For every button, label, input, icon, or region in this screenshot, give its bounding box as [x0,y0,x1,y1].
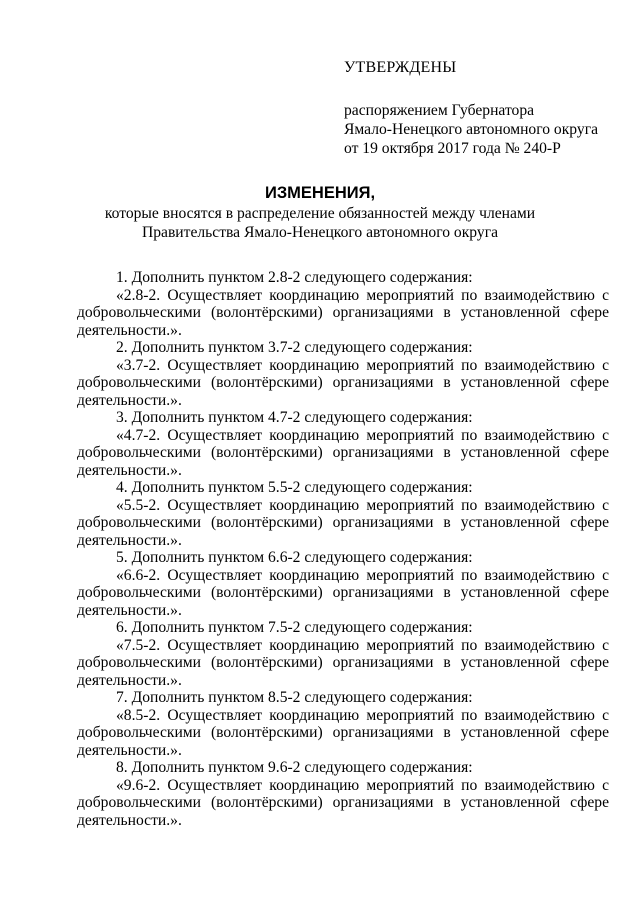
document-heading [0,182,640,242]
amendment-lead: 4. Дополнить пунктом 5.5-2 следующего содержания: [116,479,473,496]
amendment-text: «4.7-2. Осуществляет координацию мероприятий по взаимодействию с добровольческими (волонтёрскими) организациями в установленной сфере деятельности.». [77,426,609,479]
amendment-text: «6.6-2. Осуществляет координацию мероприятий по взаимодействию с добровольческими (волонтёрскими) организациями в установленной сфере деятельности.». [77,566,609,619]
amendment-lead: 5. Дополнить пунктом 6.6-2 следующего содержания: [116,549,473,566]
document-body [77,269,609,829]
amendment-item-6 [77,619,609,689]
amendment-item-1 [77,269,609,339]
amendment-lead: 3. Дополнить пунктом 4.7-2 следующего содержания: [116,409,473,426]
amendment-item-4 [77,479,609,549]
amendment-item-3 [77,409,609,479]
document-subtitle-line-2: Правительства Ямало-Ненецкого автономного округа [141,224,499,241]
amendment-lead: 2. Дополнить пунктом 3.7-2 следующего содержания: [116,339,473,356]
amendment-text: «7.5-2. Осуществляет координацию мероприятий по взаимодействию с добровольческими (волонтёрскими) организациями в установленной сфере деятельности.». [77,636,609,689]
amendment-lead: 1. Дополнить пунктом 2.8-2 следующего содержания: [116,269,473,286]
amendment-text: «8.5-2. Осуществляет координацию мероприятий по взаимодействию с добровольческими (волонтёрскими) организациями в установленной сфере деятельности.». [77,706,609,759]
amendment-lead: 6. Дополнить пунктом 7.5-2 следующего содержания: [116,619,473,636]
approval-title: УТВЕРЖДЕНЫ [344,59,457,76]
amendment-lead: 7. Дополнить пунктом 8.5-2 следующего содержания: [116,689,473,706]
approval-line-1: распоряжением Губернатора [344,102,535,119]
approval-line-3: от 19 октября 2017 года № 240-Р [344,140,561,157]
amendment-text: «5.5-2. Осуществляет координацию мероприятий по взаимодействию с добровольческими (волонтёрскими) организациями в установленной сфере деятельности.». [77,496,609,549]
amendment-lead: 8. Дополнить пунктом 9.6-2 следующего содержания: [116,759,473,776]
amendment-text: «9.6-2. Осуществляет координацию мероприятий по взаимодействию с добровольческими (волонтёрскими) организациями в установленной сфере деятельности.». [77,776,609,829]
approval-line-2: Ямало-Ненецкого автономного округа [344,121,599,138]
approval-block [344,56,598,158]
amendment-item-7 [77,689,609,759]
amendment-text: «2.8-2. Осуществляет координацию мероприятий по взаимодействию с добровольческими (волонтёрскими) организациями в установленной сфере деятельности.». [77,286,609,339]
amendment-text: «3.7-2. Осуществляет координацию мероприятий по взаимодействию с добровольческими (волонтёрскими) организациями в установленной сфере деятельности.». [77,356,609,409]
document-title: ИЗМЕНЕНИЯ, [264,184,376,202]
amendment-item-8 [77,759,609,829]
amendment-item-2 [77,339,609,409]
document-subtitle-line-1: которые вносятся в распределение обязанностей между членами [104,205,536,222]
amendment-item-5 [77,549,609,619]
